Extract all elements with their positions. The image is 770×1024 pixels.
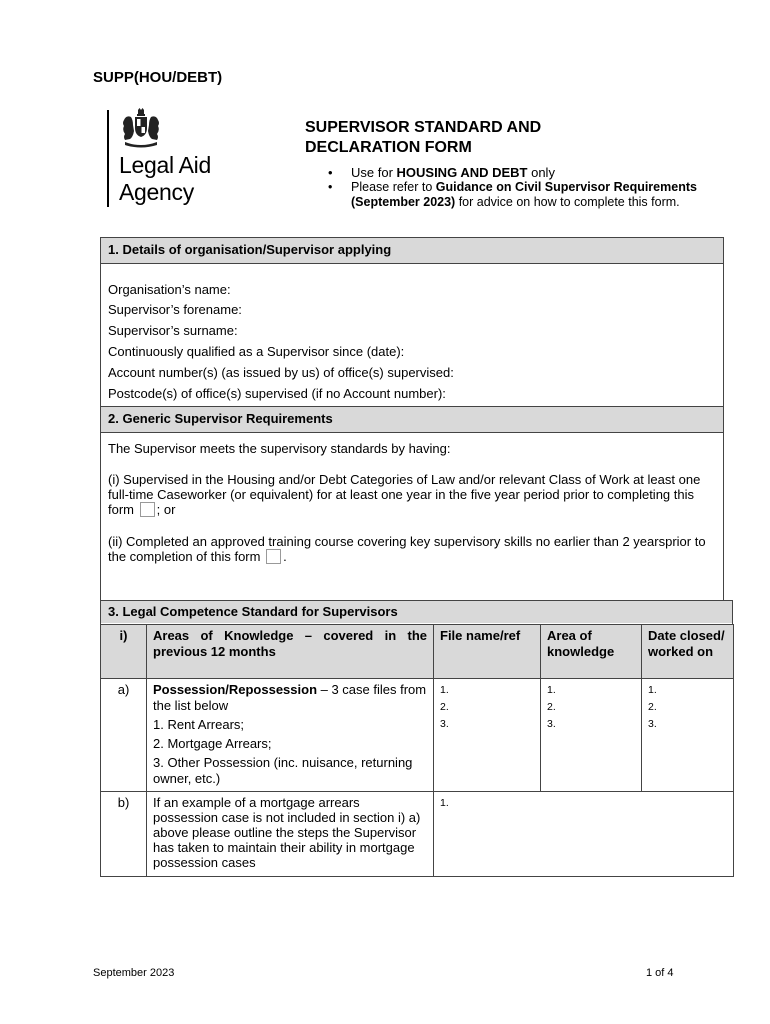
logo-text (119, 152, 211, 206)
row-a-area-cell[interactable] (541, 679, 642, 792)
section3-header: 3. Legal Competence Standard for Supervisors (101, 601, 732, 623)
list-number: 3. (440, 718, 449, 730)
text: Use for (351, 165, 397, 180)
row-a-topic (147, 679, 434, 792)
supervisor-surname-field[interactable]: Supervisor’s surname: (108, 323, 238, 338)
col-date-header: Date closed/ worked on (642, 625, 734, 679)
list-number: 1. (440, 797, 449, 809)
section1-box (100, 237, 724, 407)
legal-aid-agency-logo (107, 108, 247, 208)
page-number: 1 of 4 (646, 967, 674, 979)
list-number: 1. (547, 684, 556, 696)
row-a-label: a) (101, 679, 147, 792)
list-number: 3. (648, 718, 657, 730)
list-number: 1. (648, 684, 657, 696)
requirement-i-checkbox[interactable] (140, 502, 155, 517)
list-item: 1. Rent Arrears; (153, 717, 245, 732)
royal-coat-of-arms-icon (119, 108, 163, 148)
text: only (527, 165, 555, 180)
list-number: 3. (547, 718, 556, 730)
section2-intro: The Supervisor meets the supervisory standards by having: (108, 441, 451, 456)
bold-text: Guidance on Civil Supervisor Requirements (September 2023) (351, 180, 697, 209)
row-a-title (153, 682, 427, 714)
table-row (101, 679, 734, 792)
text: for advice on how to complete this form. (455, 195, 680, 209)
section3-box (100, 600, 733, 625)
requirement-ii-text: (ii) Completed an approved training course covering key supervisory skills no earlier than 2 yearsprior to the completion of this form (108, 534, 706, 564)
instruction-guidance (306, 180, 706, 210)
postcode-field[interactable]: Postcode(s) of office(s) supervised (if no Account number): (108, 386, 446, 401)
col-index-header: i) (101, 625, 147, 679)
text: ; or (156, 502, 176, 517)
text: . (283, 549, 287, 564)
row-b-answer-cell[interactable] (434, 792, 734, 877)
competence-table (100, 624, 734, 877)
requirement-ii (108, 534, 718, 564)
requirement-ii-checkbox[interactable] (266, 549, 281, 564)
logo-divider (107, 110, 109, 207)
form-title (305, 118, 605, 158)
table-row (101, 792, 734, 877)
title-line1: SUPERVISOR STANDARD AND (305, 119, 542, 136)
table-header-row (101, 625, 734, 679)
text: – 3 case files from the list below (153, 682, 427, 713)
org-name-field[interactable]: Organisation’s name: (108, 282, 231, 297)
logo-line2: Agency (119, 179, 194, 205)
row-b-text: If an example of a mortgage arrears possession case is not included in section i) a) above please outline the steps the Supervisor has taken to maintain their ability in mortgage possession cases (147, 792, 434, 877)
title-line2: DECLARATION FORM (305, 139, 472, 156)
requirement-i (108, 472, 718, 517)
row-a-date-cell[interactable] (642, 679, 734, 792)
row-a-file-cell[interactable] (434, 679, 541, 792)
col-area-header: Area of knowledge (541, 625, 642, 679)
col-areas-header: Areas of Knowledge – covered in the previous 12 months (147, 625, 434, 679)
text: Please refer to (351, 180, 436, 194)
requirement-i-text: (i) Supervised in the Housing and/or Debt Categories of Law and/or relevant Class of Work at least one full-time Caseworker (or equivalent) for at least one year in the five year period prior to completing this form (108, 472, 701, 517)
list-number: 2. (440, 701, 449, 713)
list-item: 3. Other Possession (inc. nuisance, returning owner, etc.) (153, 755, 413, 786)
list-number: 2. (648, 701, 657, 713)
instruction-usage (306, 165, 706, 180)
list-number: 2. (547, 701, 556, 713)
bold-text: Possession/Repossession (153, 682, 318, 697)
account-number-field[interactable]: Account number(s) (as issued by us) of office(s) supervised: (108, 365, 454, 380)
form-code: SUPP(HOU/DEBT) (93, 69, 223, 86)
qualified-since-field[interactable]: Continuously qualified as a Supervisor since (date): (108, 344, 405, 359)
section2-header: 2. Generic Supervisor Requirements (101, 407, 723, 433)
col-file-header: File name/ref (434, 625, 541, 679)
logo-line1: Legal Aid (119, 152, 211, 178)
supervisor-forename-field[interactable]: Supervisor’s forename: (108, 302, 242, 317)
bold-text: HOUSING AND DEBT (396, 165, 528, 180)
list-item: 2. Mortgage Arrears; (153, 736, 272, 751)
list-number: 1. (440, 684, 449, 696)
row-b-label: b) (101, 792, 147, 877)
footer-date: September 2023 (93, 967, 175, 979)
section1-header: 1. Details of organisation/Supervisor applying (101, 238, 723, 264)
instruction-list (306, 165, 706, 210)
